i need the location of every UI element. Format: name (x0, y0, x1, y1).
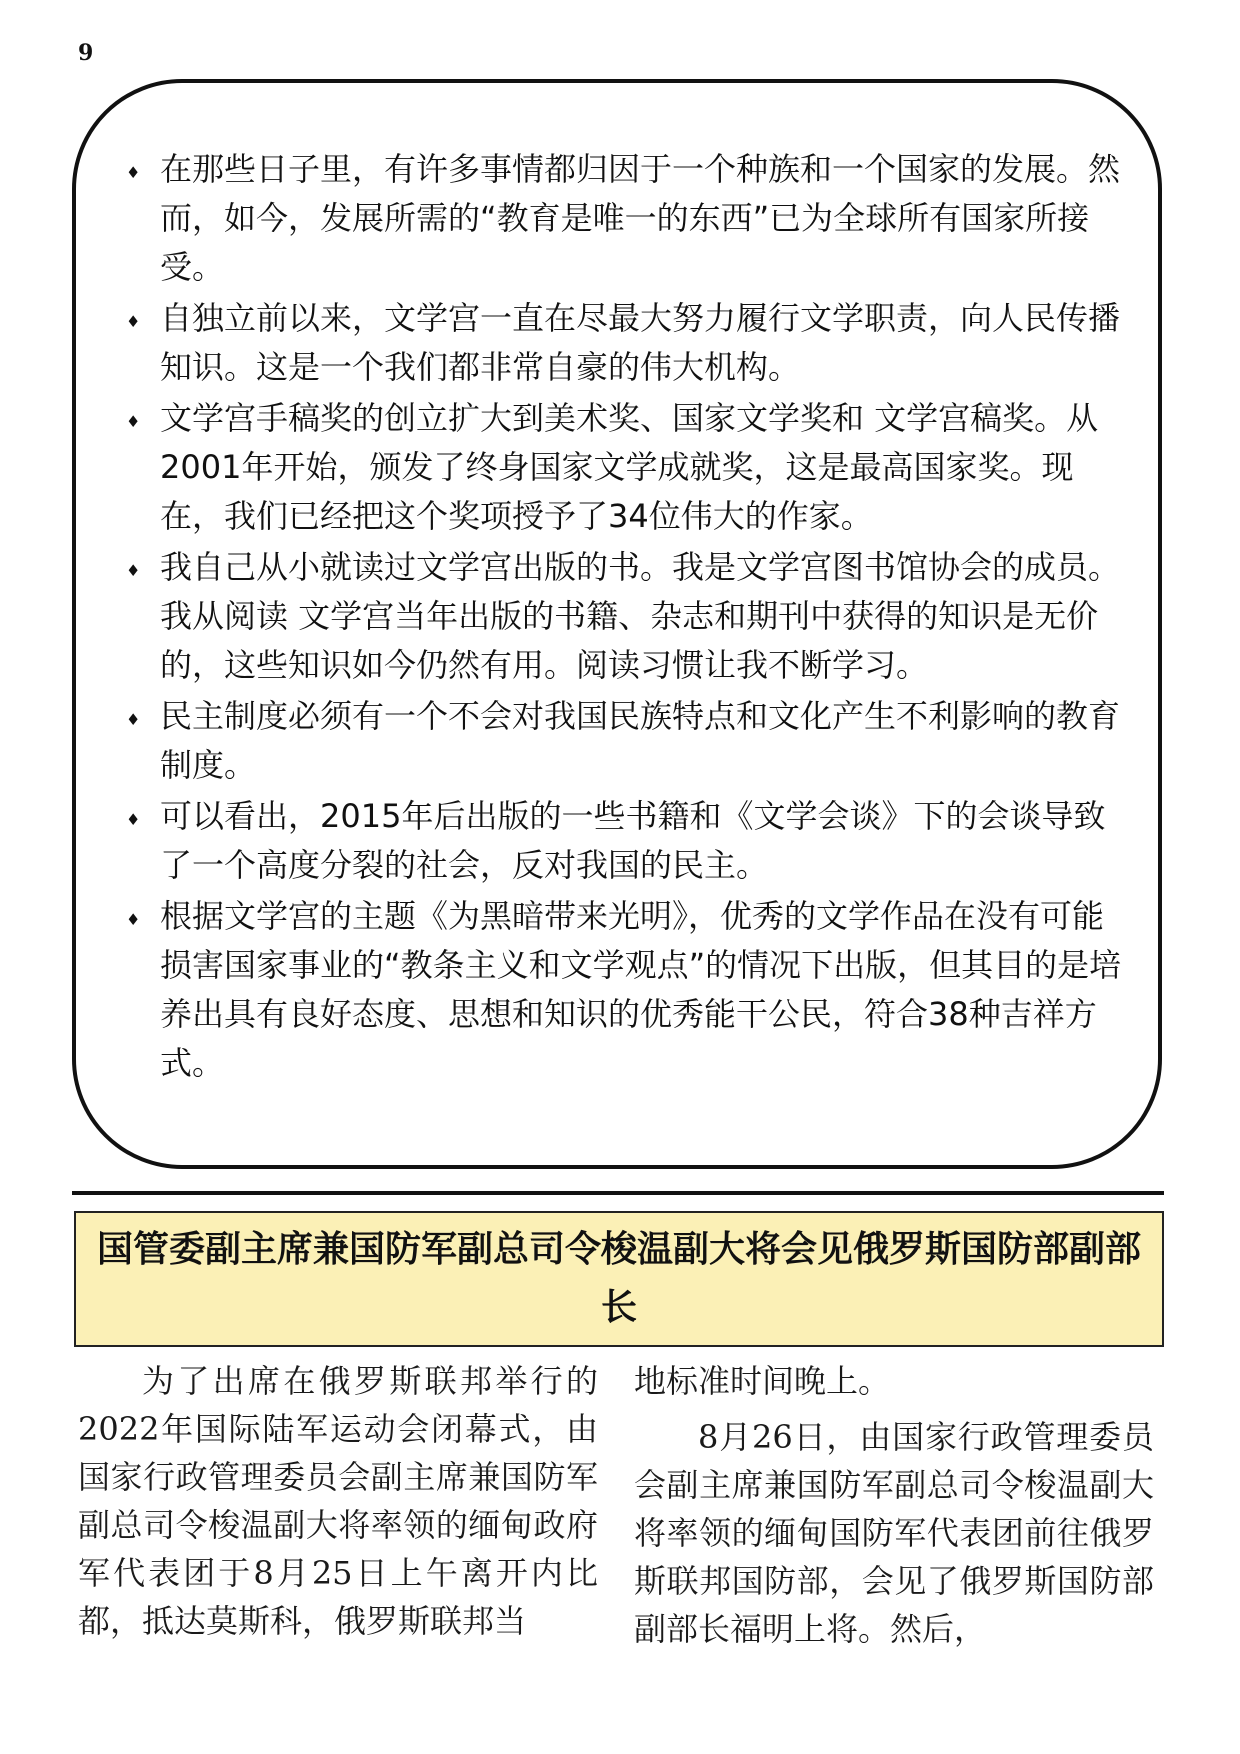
article-paragraph-continuation: 地标准时间晚上。 (634, 1362, 891, 1400)
list-item (118, 543, 1128, 690)
list-item (118, 145, 1128, 292)
diamond-bullet-icon: ♦ (126, 412, 141, 431)
article-column-right (634, 1357, 1154, 1653)
article-paragraph: 8月26日，由国家行政管理委员会副主席兼国防军副总司令梭温副大将率领的缅甸国防军代表团前往俄罗斯联邦国防部，会见了俄罗斯国防部副部长福明上将。然后， (634, 1418, 1154, 1648)
article-column-left (78, 1357, 598, 1645)
bullet-text: 自独立前以来，文学宫一直在尽最大努力履行文学职责，向人民传播知识。这是一个我们都非常自豪的伟大机构。 (160, 299, 1121, 386)
list-item (118, 294, 1128, 392)
article-paragraph: 为了出席在俄罗斯联邦举行的2022年国际陆军运动会闭幕式，由国家行政管理委员会副主席兼国防军副总司令梭温副大将率领的缅甸政府军代表团于8月25日上午离开内比都，抵达莫斯科，俄罗斯联邦当 (78, 1362, 598, 1640)
bullet-text: 文学宫手稿奖的创立扩大到美术奖、国家文学奖和 文学宫稿奖。从2001年开始，颁发了终身国家文学成就奖，这是最高国家奖。现在，我们已经把这个奖项授予了34位伟大的作家。 (160, 399, 1099, 535)
diamond-bullet-icon: ♦ (126, 810, 141, 829)
bullet-text: 在那些日子里，有许多事情都归因于一个种族和一个国家的发展。然而，如今，发展所需的“教育是唯一的东西”已为全球所有国家所接受。 (160, 150, 1121, 286)
bullet-text: 民主制度必须有一个不会对我国民族特点和文化产生不利影响的教育制度。 (160, 697, 1121, 784)
headline: 国管委副主席兼国防军副总司令梭温副大将会见俄罗斯国防部副部长 (96, 1229, 1141, 1328)
diamond-bullet-icon: ♦ (126, 910, 141, 929)
diamond-bullet-icon: ♦ (126, 561, 141, 580)
list-item (118, 394, 1128, 541)
bullet-text: 我自己从小就读过文学宫出版的书。我是文学宫图书馆协会的成员。我从阅读 文学宫当年出版的书籍、杂志和期刊中获得的知识是无价的，这些知识如今仍然有用。阅读习惯让我不断学习。 (160, 548, 1121, 684)
bullet-text: 根据文学宫的主题《为黑暗带来光明》，优秀的文学作品在没有可能损害国家事业的“教条主义和文学观点”的情况下出版，但其目的是培养出具有良好态度、思想和知识的优秀能干公民，符合38种吉祥方式。 (160, 897, 1122, 1082)
list-item (118, 792, 1128, 890)
list-item (118, 892, 1128, 1088)
diamond-bullet-icon: ♦ (126, 312, 141, 331)
bullet-text: 可以看出，2015年后出版的一些书籍和《文学会谈》下的会谈导致了一个高度分裂的社会，反对我国的民主。 (160, 797, 1106, 884)
headline-banner (74, 1211, 1164, 1347)
diamond-bullet-icon: ♦ (126, 163, 141, 182)
page-number: 9 (78, 40, 94, 66)
list-item (118, 692, 1128, 790)
section-divider (72, 1191, 1164, 1195)
diamond-bullet-icon: ♦ (126, 710, 141, 729)
bullet-list (118, 145, 1128, 1090)
